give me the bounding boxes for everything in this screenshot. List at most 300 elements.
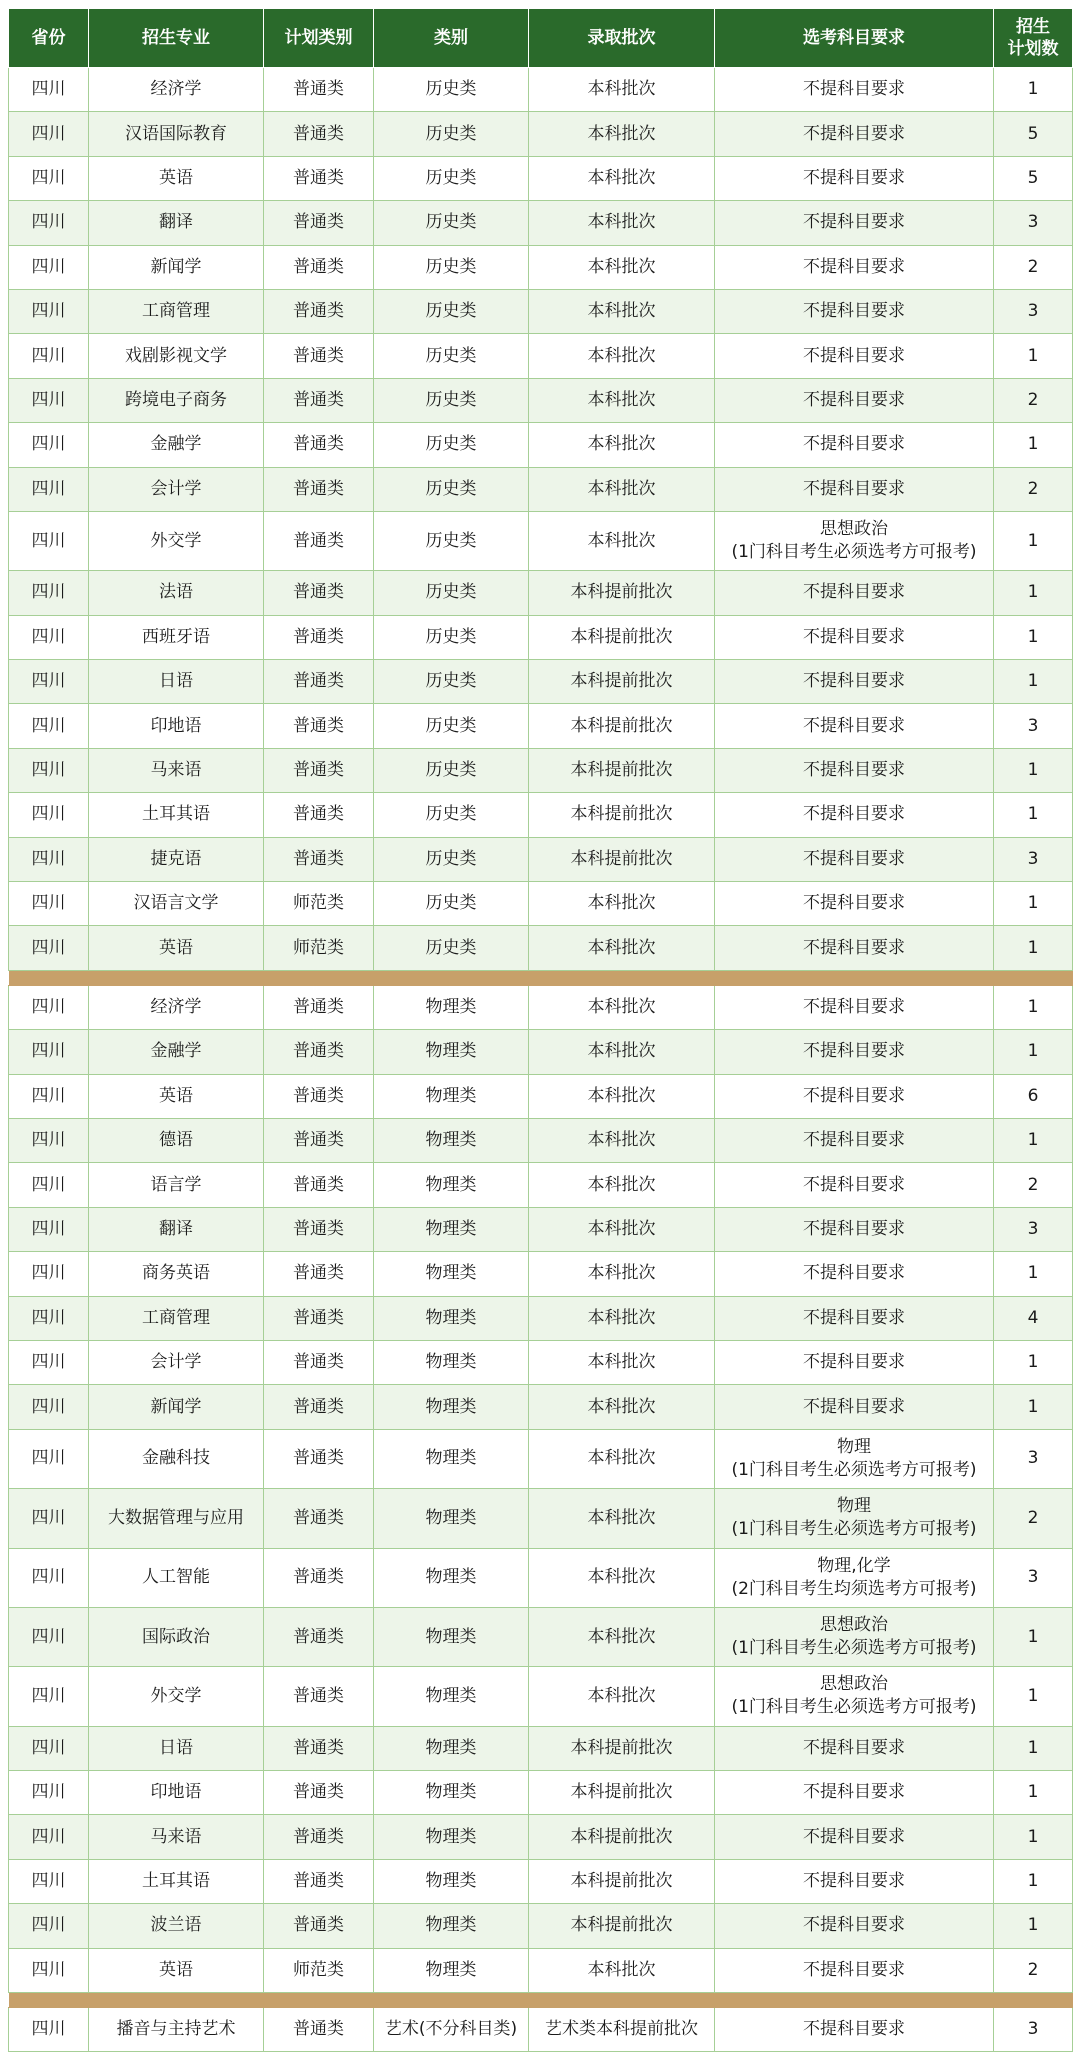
cell-quota: 1 xyxy=(994,615,1073,659)
cell-quota: 1 xyxy=(994,660,1073,704)
cell-province: 四川 xyxy=(9,1340,89,1384)
cell-major: 商务英语 xyxy=(89,1252,264,1296)
cell-province: 四川 xyxy=(9,201,89,245)
cell-batch: 本科批次 xyxy=(529,1118,715,1162)
cell-subject-requirement xyxy=(715,1252,994,1296)
cell-major: 捷克语 xyxy=(89,837,264,881)
cell-major: 金融科技 xyxy=(89,1429,264,1488)
cell-major: 土耳其语 xyxy=(89,793,264,837)
cell-province: 四川 xyxy=(9,2008,89,2052)
header-plan-type: 计划类别 xyxy=(264,9,374,68)
table-row xyxy=(9,615,1073,659)
cell-category: 历史类 xyxy=(374,245,529,289)
table-row xyxy=(9,1429,1073,1488)
table-row xyxy=(9,68,1073,112)
cell-batch: 本科批次 xyxy=(529,1489,715,1548)
cell-batch: 本科批次 xyxy=(529,423,715,467)
table-row xyxy=(9,882,1073,926)
cell-subject-requirement xyxy=(715,926,994,970)
cell-plan-type: 普通类 xyxy=(264,1074,374,1118)
cell-plan-type: 普通类 xyxy=(264,378,374,422)
cell-subject-requirement xyxy=(715,704,994,748)
cell-quota: 3 xyxy=(994,2008,1073,2052)
cell-subject-requirement xyxy=(715,1726,994,1770)
cell-category: 历史类 xyxy=(374,704,529,748)
cell-quota: 1 xyxy=(994,1904,1073,1948)
cell-major: 外交学 xyxy=(89,511,264,570)
cell-province: 四川 xyxy=(9,615,89,659)
cell-subject-requirement xyxy=(715,748,994,792)
cell-category: 历史类 xyxy=(374,467,529,511)
table-row xyxy=(9,1815,1073,1859)
cell-subject-requirement xyxy=(715,1489,994,1548)
header-category: 类别 xyxy=(374,9,529,68)
cell-quota: 1 xyxy=(994,926,1073,970)
cell-plan-type: 普通类 xyxy=(264,423,374,467)
cell-category: 历史类 xyxy=(374,837,529,881)
cell-batch: 本科提前批次 xyxy=(529,1771,715,1815)
table-row xyxy=(9,1118,1073,1162)
cell-major: 新闻学 xyxy=(89,245,264,289)
cell-category: 物理类 xyxy=(374,1726,529,1770)
table-row xyxy=(9,837,1073,881)
cell-category: 物理类 xyxy=(374,1252,529,1296)
cell-subject-requirement xyxy=(715,245,994,289)
subject-requirement-line: (1门科目考生必须选考方可报考) xyxy=(731,1459,977,1480)
subject-requirement-line: (1门科目考生必须选考方可报考) xyxy=(731,542,977,563)
cell-category: 历史类 xyxy=(374,378,529,422)
cell-major: 土耳其语 xyxy=(89,1859,264,1903)
cell-province: 四川 xyxy=(9,1207,89,1251)
table-row xyxy=(9,201,1073,245)
cell-category: 历史类 xyxy=(374,882,529,926)
cell-batch: 本科批次 xyxy=(529,112,715,156)
cell-quota: 1 xyxy=(994,68,1073,112)
table-row xyxy=(9,926,1073,970)
cell-subject-requirement xyxy=(715,660,994,704)
table-row xyxy=(9,1771,1073,1815)
cell-plan-type: 普通类 xyxy=(264,1252,374,1296)
cell-province: 四川 xyxy=(9,793,89,837)
header-quota-line1: 招生 xyxy=(1016,17,1050,37)
cell-plan-type: 普通类 xyxy=(264,985,374,1029)
cell-batch: 艺术类本科提前批次 xyxy=(529,2008,715,2052)
cell-quota: 1 xyxy=(994,793,1073,837)
subject-requirement-line: 物理,化学 xyxy=(817,1555,891,1576)
header-quota xyxy=(994,9,1073,68)
cell-plan-type: 普通类 xyxy=(264,571,374,615)
cell-quota: 1 xyxy=(994,334,1073,378)
cell-plan-type: 普通类 xyxy=(264,1667,374,1726)
table-row xyxy=(9,1859,1073,1903)
cell-batch: 本科批次 xyxy=(529,1163,715,1207)
subject-requirement-line: 不提科目要求 xyxy=(803,671,905,692)
table-row xyxy=(9,511,1073,570)
cell-province: 四川 xyxy=(9,1667,89,1726)
cell-quota: 1 xyxy=(994,1859,1073,1903)
cell-quota: 1 xyxy=(994,1771,1073,1815)
table-row xyxy=(9,1726,1073,1770)
cell-province: 四川 xyxy=(9,1904,89,1948)
table-row xyxy=(9,1948,1073,1992)
cell-province: 四川 xyxy=(9,423,89,467)
cell-plan-type: 普通类 xyxy=(264,1489,374,1548)
cell-major: 会计学 xyxy=(89,1340,264,1384)
cell-major: 汉语国际教育 xyxy=(89,112,264,156)
subject-requirement-line: 不提科目要求 xyxy=(803,715,905,736)
table-row xyxy=(9,1340,1073,1384)
cell-subject-requirement xyxy=(715,1859,994,1903)
cell-province: 四川 xyxy=(9,245,89,289)
subject-requirement-line: 不提科目要求 xyxy=(803,1871,905,1892)
cell-major: 西班牙语 xyxy=(89,615,264,659)
cell-batch: 本科批次 xyxy=(529,1340,715,1384)
cell-category: 物理类 xyxy=(374,1771,529,1815)
cell-province: 四川 xyxy=(9,112,89,156)
header-row xyxy=(9,9,1073,68)
cell-quota: 6 xyxy=(994,1074,1073,1118)
table-row xyxy=(9,1607,1073,1666)
subject-requirement-line: 不提科目要求 xyxy=(803,2019,905,2040)
cell-subject-requirement xyxy=(715,1948,994,1992)
subject-requirement-line: 不提科目要求 xyxy=(803,123,905,144)
cell-plan-type: 普通类 xyxy=(264,1118,374,1162)
cell-subject-requirement xyxy=(715,112,994,156)
cell-batch: 本科提前批次 xyxy=(529,793,715,837)
cell-quota: 1 xyxy=(994,1252,1073,1296)
subject-requirement-line: 不提科目要求 xyxy=(803,1737,905,1758)
cell-plan-type: 普通类 xyxy=(264,615,374,659)
cell-category: 物理类 xyxy=(374,1296,529,1340)
cell-major: 翻译 xyxy=(89,1207,264,1251)
cell-province: 四川 xyxy=(9,1771,89,1815)
cell-quota: 1 xyxy=(994,1607,1073,1666)
cell-batch: 本科批次 xyxy=(529,68,715,112)
subject-requirement-line: 不提科目要求 xyxy=(803,1826,905,1847)
cell-province: 四川 xyxy=(9,467,89,511)
cell-major: 戏剧影视文学 xyxy=(89,334,264,378)
cell-batch: 本科批次 xyxy=(529,1030,715,1074)
cell-quota: 1 xyxy=(994,1118,1073,1162)
cell-quota: 1 xyxy=(994,571,1073,615)
table-row xyxy=(9,1163,1073,1207)
cell-major: 经济学 xyxy=(89,68,264,112)
cell-category: 历史类 xyxy=(374,423,529,467)
cell-subject-requirement xyxy=(715,289,994,333)
cell-major: 工商管理 xyxy=(89,289,264,333)
cell-batch: 本科提前批次 xyxy=(529,704,715,748)
table-row xyxy=(9,1296,1073,1340)
table-row xyxy=(9,2008,1073,2052)
cell-major: 语言学 xyxy=(89,1163,264,1207)
cell-quota: 1 xyxy=(994,985,1073,1029)
cell-batch: 本科批次 xyxy=(529,245,715,289)
cell-quota: 2 xyxy=(994,1948,1073,1992)
header-subject-requirement: 选考科目要求 xyxy=(715,9,994,68)
subject-requirement-line: 不提科目要求 xyxy=(803,1959,905,1980)
cell-category: 历史类 xyxy=(374,156,529,200)
cell-subject-requirement xyxy=(715,334,994,378)
cell-major: 跨境电子商务 xyxy=(89,378,264,422)
admission-plan-table-wrapper xyxy=(8,8,1072,2052)
group-separator xyxy=(9,970,1073,985)
cell-major: 大数据管理与应用 xyxy=(89,1489,264,1548)
cell-batch: 本科批次 xyxy=(529,467,715,511)
cell-province: 四川 xyxy=(9,882,89,926)
cell-plan-type: 普通类 xyxy=(264,1607,374,1666)
cell-province: 四川 xyxy=(9,1385,89,1429)
cell-batch: 本科批次 xyxy=(529,289,715,333)
cell-subject-requirement xyxy=(715,985,994,1029)
cell-province: 四川 xyxy=(9,660,89,704)
cell-category: 艺术(不分科目类) xyxy=(374,2008,529,2052)
cell-plan-type: 普通类 xyxy=(264,1904,374,1948)
cell-batch: 本科提前批次 xyxy=(529,615,715,659)
cell-plan-type: 普通类 xyxy=(264,1207,374,1251)
cell-major: 英语 xyxy=(89,1948,264,1992)
subject-requirement-line: 不提科目要求 xyxy=(803,1263,905,1284)
cell-category: 历史类 xyxy=(374,926,529,970)
subject-requirement-line: 思想政治 xyxy=(820,1615,888,1636)
table-row xyxy=(9,112,1073,156)
cell-category: 物理类 xyxy=(374,1489,529,1548)
table-row xyxy=(9,156,1073,200)
cell-quota: 1 xyxy=(994,423,1073,467)
cell-batch: 本科提前批次 xyxy=(529,748,715,792)
cell-quota: 3 xyxy=(994,704,1073,748)
cell-category: 物理类 xyxy=(374,1429,529,1488)
subject-requirement-line: 不提科目要求 xyxy=(803,1174,905,1195)
cell-batch: 本科批次 xyxy=(529,1607,715,1666)
cell-category: 物理类 xyxy=(374,1385,529,1429)
cell-plan-type: 普通类 xyxy=(264,201,374,245)
table-row xyxy=(9,1904,1073,1948)
cell-province: 四川 xyxy=(9,1948,89,1992)
cell-province: 四川 xyxy=(9,985,89,1029)
subject-requirement-line: 不提科目要求 xyxy=(803,1782,905,1803)
group-separator xyxy=(9,1993,1073,2008)
cell-major: 波兰语 xyxy=(89,1904,264,1948)
cell-major: 翻译 xyxy=(89,201,264,245)
cell-subject-requirement xyxy=(715,511,994,570)
cell-plan-type: 普通类 xyxy=(264,1385,374,1429)
cell-category: 物理类 xyxy=(374,1163,529,1207)
cell-quota: 1 xyxy=(994,511,1073,570)
cell-plan-type: 普通类 xyxy=(264,1163,374,1207)
cell-subject-requirement xyxy=(715,68,994,112)
cell-category: 物理类 xyxy=(374,1948,529,1992)
cell-category: 历史类 xyxy=(374,112,529,156)
cell-quota: 4 xyxy=(994,1296,1073,1340)
cell-subject-requirement xyxy=(715,793,994,837)
table-row xyxy=(9,704,1073,748)
header-quota-line2: 计划数 xyxy=(1007,39,1059,59)
cell-subject-requirement xyxy=(715,1771,994,1815)
subject-requirement-line: 不提科目要求 xyxy=(803,1085,905,1106)
table-row xyxy=(9,289,1073,333)
subject-requirement-line: 不提科目要求 xyxy=(803,212,905,233)
cell-plan-type: 普通类 xyxy=(264,1859,374,1903)
cell-major: 日语 xyxy=(89,660,264,704)
cell-category: 历史类 xyxy=(374,334,529,378)
subject-requirement-line: 思想政治 xyxy=(820,519,888,540)
cell-plan-type: 普通类 xyxy=(264,511,374,570)
cell-plan-type: 普通类 xyxy=(264,748,374,792)
cell-plan-type: 师范类 xyxy=(264,1948,374,1992)
cell-major: 法语 xyxy=(89,571,264,615)
cell-major: 新闻学 xyxy=(89,1385,264,1429)
cell-plan-type: 普通类 xyxy=(264,68,374,112)
group-separator-bar xyxy=(9,1993,1073,2008)
cell-province: 四川 xyxy=(9,1296,89,1340)
cell-subject-requirement xyxy=(715,1074,994,1118)
cell-plan-type: 普通类 xyxy=(264,467,374,511)
cell-plan-type: 普通类 xyxy=(264,289,374,333)
cell-province: 四川 xyxy=(9,378,89,422)
table-row xyxy=(9,378,1073,422)
cell-major: 外交学 xyxy=(89,1667,264,1726)
cell-subject-requirement xyxy=(715,1340,994,1384)
subject-requirement-line: 不提科目要求 xyxy=(803,937,905,958)
cell-major: 金融学 xyxy=(89,423,264,467)
cell-subject-requirement xyxy=(715,1163,994,1207)
header-batch: 录取批次 xyxy=(529,9,715,68)
cell-major: 英语 xyxy=(89,926,264,970)
cell-subject-requirement xyxy=(715,615,994,659)
cell-subject-requirement xyxy=(715,1296,994,1340)
cell-quota: 1 xyxy=(994,1815,1073,1859)
cell-category: 历史类 xyxy=(374,68,529,112)
cell-category: 历史类 xyxy=(374,571,529,615)
cell-batch: 本科批次 xyxy=(529,1252,715,1296)
cell-category: 物理类 xyxy=(374,1667,529,1726)
table-row xyxy=(9,1207,1073,1251)
cell-subject-requirement xyxy=(715,467,994,511)
subject-requirement-line: 不提科目要求 xyxy=(803,345,905,366)
cell-category: 物理类 xyxy=(374,1207,529,1251)
table-row xyxy=(9,985,1073,1029)
table-row xyxy=(9,1489,1073,1548)
cell-subject-requirement xyxy=(715,571,994,615)
subject-requirement-line: 不提科目要求 xyxy=(803,1352,905,1373)
subject-requirement-line: 不提科目要求 xyxy=(803,582,905,603)
cell-major: 工商管理 xyxy=(89,1296,264,1340)
cell-quota: 1 xyxy=(994,1030,1073,1074)
cell-quota: 3 xyxy=(994,201,1073,245)
cell-category: 历史类 xyxy=(374,793,529,837)
cell-batch: 本科批次 xyxy=(529,1429,715,1488)
table-row xyxy=(9,748,1073,792)
cell-province: 四川 xyxy=(9,748,89,792)
cell-province: 四川 xyxy=(9,1429,89,1488)
table-row xyxy=(9,1667,1073,1726)
cell-plan-type: 普通类 xyxy=(264,112,374,156)
cell-quota: 2 xyxy=(994,1163,1073,1207)
table-row xyxy=(9,571,1073,615)
cell-province: 四川 xyxy=(9,1548,89,1607)
cell-plan-type: 师范类 xyxy=(264,882,374,926)
cell-province: 四川 xyxy=(9,1163,89,1207)
cell-plan-type: 普通类 xyxy=(264,660,374,704)
subject-requirement-line: 不提科目要求 xyxy=(803,167,905,188)
cell-plan-type: 普通类 xyxy=(264,1340,374,1384)
cell-plan-type: 普通类 xyxy=(264,334,374,378)
cell-quota: 3 xyxy=(994,289,1073,333)
table-row xyxy=(9,1074,1073,1118)
cell-plan-type: 普通类 xyxy=(264,1726,374,1770)
cell-plan-type: 普通类 xyxy=(264,1296,374,1340)
subject-requirement-line: 思想政治 xyxy=(820,1674,888,1695)
cell-province: 四川 xyxy=(9,334,89,378)
cell-quota: 2 xyxy=(994,245,1073,289)
cell-major: 播音与主持艺术 xyxy=(89,2008,264,2052)
table-header xyxy=(9,9,1073,68)
table-row xyxy=(9,245,1073,289)
cell-batch: 本科提前批次 xyxy=(529,1859,715,1903)
cell-plan-type: 普通类 xyxy=(264,1429,374,1488)
subject-requirement-line: 不提科目要求 xyxy=(803,1130,905,1151)
cell-province: 四川 xyxy=(9,1030,89,1074)
cell-province: 四川 xyxy=(9,926,89,970)
cell-plan-type: 普通类 xyxy=(264,793,374,837)
subject-requirement-line: 不提科目要求 xyxy=(803,893,905,914)
cell-province: 四川 xyxy=(9,289,89,333)
cell-province: 四川 xyxy=(9,1074,89,1118)
cell-province: 四川 xyxy=(9,511,89,570)
cell-batch: 本科批次 xyxy=(529,926,715,970)
subject-requirement-line: 不提科目要求 xyxy=(803,1915,905,1936)
cell-plan-type: 普通类 xyxy=(264,837,374,881)
cell-subject-requirement xyxy=(715,156,994,200)
cell-category: 物理类 xyxy=(374,1859,529,1903)
cell-category: 物理类 xyxy=(374,1118,529,1162)
cell-province: 四川 xyxy=(9,1118,89,1162)
subject-requirement-line: 不提科目要求 xyxy=(803,1396,905,1417)
cell-province: 四川 xyxy=(9,68,89,112)
cell-major: 日语 xyxy=(89,1726,264,1770)
cell-batch: 本科批次 xyxy=(529,985,715,1029)
cell-batch: 本科批次 xyxy=(529,1548,715,1607)
cell-category: 物理类 xyxy=(374,1074,529,1118)
cell-subject-requirement xyxy=(715,423,994,467)
cell-batch: 本科批次 xyxy=(529,882,715,926)
cell-subject-requirement xyxy=(715,1607,994,1666)
cell-major: 马来语 xyxy=(89,1815,264,1859)
subject-requirement-line: 不提科目要求 xyxy=(803,79,905,100)
cell-batch: 本科批次 xyxy=(529,156,715,200)
cell-quota: 3 xyxy=(994,1548,1073,1607)
cell-subject-requirement xyxy=(715,1030,994,1074)
subject-requirement-line: 不提科目要求 xyxy=(803,1041,905,1062)
cell-major: 汉语言文学 xyxy=(89,882,264,926)
cell-province: 四川 xyxy=(9,1607,89,1666)
cell-province: 四川 xyxy=(9,1489,89,1548)
cell-quota: 1 xyxy=(994,1385,1073,1429)
cell-batch: 本科批次 xyxy=(529,378,715,422)
subject-requirement-line: 不提科目要求 xyxy=(803,301,905,322)
cell-subject-requirement xyxy=(715,378,994,422)
cell-province: 四川 xyxy=(9,156,89,200)
cell-subject-requirement xyxy=(715,837,994,881)
cell-major: 马来语 xyxy=(89,748,264,792)
subject-requirement-line: (1门科目考生必须选考方可报考) xyxy=(731,1697,977,1718)
cell-subject-requirement xyxy=(715,1667,994,1726)
cell-batch: 本科批次 xyxy=(529,511,715,570)
subject-requirement-line: 不提科目要求 xyxy=(803,848,905,869)
cell-batch: 本科批次 xyxy=(529,201,715,245)
cell-subject-requirement xyxy=(715,1548,994,1607)
cell-quota: 2 xyxy=(994,1489,1073,1548)
